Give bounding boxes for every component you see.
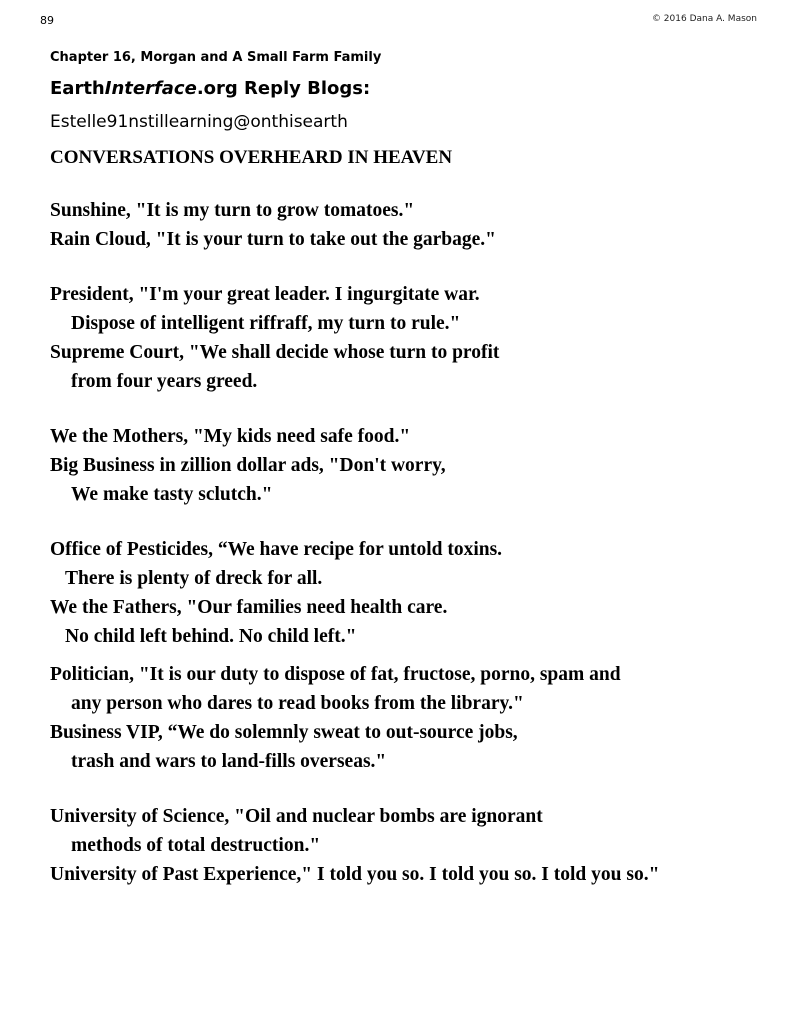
poem-line: Supreme Court, "We shall decide whose turn to profit — [50, 342, 500, 363]
poem-line: University of Science, "Oil and nuclear bombs are ignorant — [50, 806, 543, 827]
poem-line: We the Mothers, "My kids need safe food." — [50, 426, 411, 447]
poem-line: trash and wars to land-fills overseas." — [71, 751, 387, 772]
poem-line: Sunshine, "It is my turn to grow tomatoes." — [50, 200, 415, 221]
poem-line: from four years greed. — [71, 371, 258, 392]
blog-title — [50, 78, 370, 99]
poem-line: We make tasty sclutch." — [71, 484, 273, 505]
poem-line: President, "I'm your great leader. I ingurgitate war. — [50, 284, 480, 305]
poem-line: There is plenty of dreck for all. — [65, 568, 323, 589]
poem-line: Big Business in zillion dollar ads, "Don't worry, — [50, 455, 446, 476]
blog-site-italic: Interface — [104, 78, 197, 99]
copyright-notice: © 2016 Dana A. Mason — [651, 14, 757, 24]
poem-line: any person who dares to read books from the library." — [71, 693, 524, 714]
poem-line: We the Fathers, "Our families need health care. — [50, 597, 448, 618]
blog-site-suffix: .org Reply Blogs: — [196, 78, 371, 99]
blog-user-handle: Estelle91nstillearning@onthisearth — [50, 112, 348, 132]
poem-body — [50, 196, 780, 889]
poem-line: Business VIP, “We do solemnly sweat to out-source jobs, — [50, 722, 518, 743]
poem-line: University of Past Experience," I told you so. I told you so. I told you so." — [50, 864, 660, 885]
chapter-title: Chapter 16, Morgan and A Small Farm Family — [50, 50, 382, 65]
page-number: 89 — [40, 14, 54, 27]
blog-site-prefix: Earth — [50, 78, 105, 99]
poem-line: Dispose of intelligent riffraff, my turn to rule." — [71, 313, 461, 334]
poem-line: Office of Pesticides, “We have recipe for untold toxins. — [50, 539, 503, 560]
poem-line: No child left behind. No child left." — [65, 626, 357, 647]
poem-heading: CONVERSATIONS OVERHEARD IN HEAVEN — [50, 147, 453, 168]
poem-line: Politician, "It is our duty to dispose of fat, fructose, porno, spam and — [50, 664, 621, 685]
poem-line: methods of total destruction." — [71, 835, 321, 856]
poem-line: Rain Cloud, "It is your turn to take out the garbage." — [50, 229, 496, 250]
